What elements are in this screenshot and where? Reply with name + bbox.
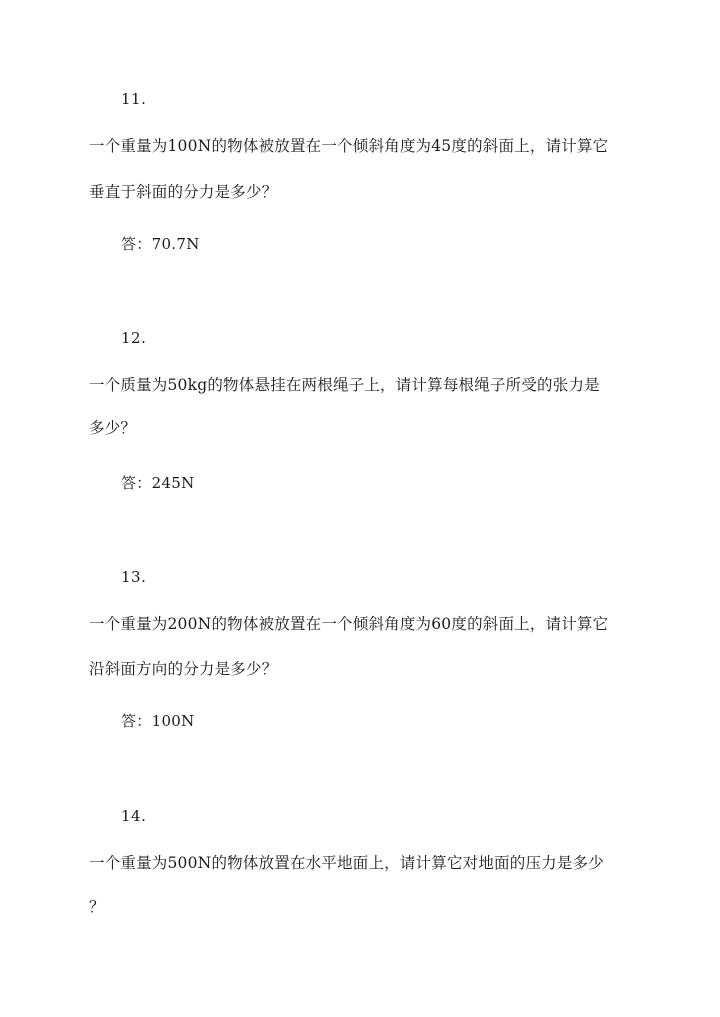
question-number: 12. — [121, 329, 147, 347]
question-number: 11. — [121, 90, 147, 108]
answer-text: 答：70.7N — [121, 235, 200, 253]
question-text-line: 一个质量为50kg的物体悬挂在两根绳子上，请计算每根绳子所受的张力是 — [89, 376, 600, 394]
answer-text: 答：100N — [121, 712, 195, 730]
question-text-line: 一个重量为200N的物体被放置在一个倾斜角度为60度的斜面上，请计算它 — [89, 615, 609, 633]
question-number: 14. — [121, 807, 147, 825]
question-text-line: 多少？ — [89, 419, 137, 437]
answer-text: 答：245N — [121, 474, 195, 492]
question-text-line: 沿斜面方向的分力是多少？ — [89, 660, 278, 678]
question-text-line: 垂直于斜面的分力是多少？ — [89, 183, 278, 201]
question-number: 13. — [121, 568, 147, 586]
question-text-line: 一个重量为100N的物体被放置在一个倾斜角度为45度的斜面上，请计算它 — [89, 137, 609, 155]
question-text-line: 一个重量为500N的物体放置在水平地面上，请计算它对地面的压力是多少 — [89, 854, 604, 872]
question-text-line: ？ — [89, 898, 105, 916]
